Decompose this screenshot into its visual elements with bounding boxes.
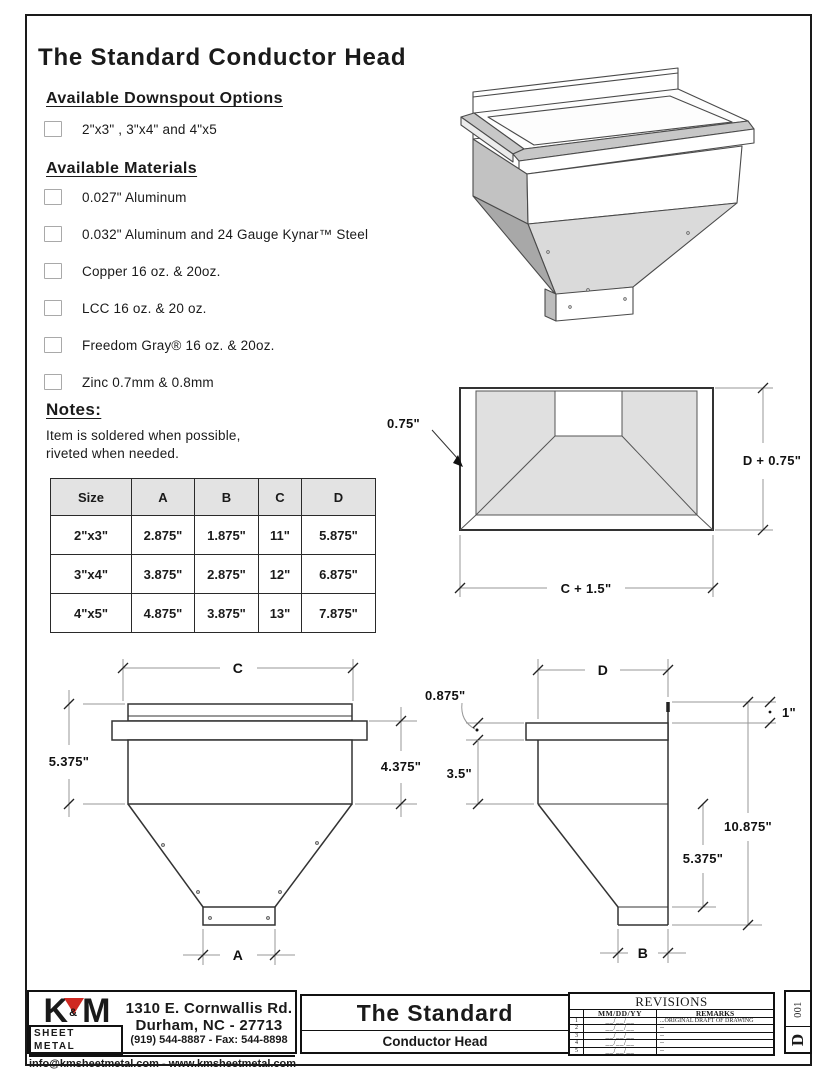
material-row	[44, 188, 187, 206]
rivet	[267, 917, 270, 920]
revision-row	[570, 1018, 773, 1026]
table-row	[51, 555, 376, 594]
drawing-subtitle: Conductor Head	[382, 1034, 488, 1049]
outlet	[203, 907, 275, 925]
revision-num: 1	[570, 1018, 584, 1025]
logo-triangle-icon	[64, 998, 84, 1019]
notes-text-line: Item is soldered when possible,	[46, 428, 241, 443]
revision-date: __/__/__	[584, 1018, 657, 1025]
revision-date: __/__/__	[584, 1033, 657, 1040]
dim-label-depth: D	[597, 662, 609, 678]
revision-row	[570, 1040, 773, 1048]
phone-fax: (919) 544-8887 - Fax: 544-8898	[130, 1034, 288, 1047]
material-row	[44, 336, 275, 354]
revision-row	[570, 1033, 773, 1041]
cell-size: 2"x3"	[51, 516, 132, 555]
revision-date: __/__/__	[584, 1025, 657, 1032]
dim-label-width: C + 1.5"	[560, 581, 612, 596]
body	[128, 740, 352, 804]
revisions-heading: REVISIONS	[570, 994, 773, 1010]
cell-b: 3.875"	[195, 594, 259, 633]
logo-letter-m: M	[82, 992, 109, 1030]
side-view-drawing	[420, 645, 812, 975]
address-line-2: Durham, NC - 27713	[135, 1017, 283, 1035]
material-row	[44, 225, 368, 243]
logo-letter-k: K	[43, 992, 67, 1030]
cell-c: 13"	[259, 594, 302, 633]
dim-label-lower-height: 5.375"	[682, 851, 724, 866]
sheet-id-block	[784, 990, 812, 1054]
material-label: Copper 16 oz. & 20oz.	[82, 263, 221, 279]
rivet	[587, 289, 590, 292]
revision-remark: --	[660, 1040, 664, 1047]
rivet	[162, 844, 165, 847]
company-logo	[29, 992, 123, 1055]
material-row	[44, 262, 221, 280]
cell-size: 4"x5"	[51, 594, 132, 633]
company-info-block	[27, 990, 297, 1070]
column-header-b: B	[195, 479, 259, 516]
logo-ampersand: &	[69, 1007, 78, 1019]
funnel-slope	[538, 804, 618, 907]
drawing-title: The Standard	[302, 996, 568, 1031]
top-view-drawing	[375, 375, 810, 610]
top-view-outlet	[555, 391, 622, 436]
cell-a: 3.875"	[132, 555, 195, 594]
dim-label-height-left: 5.375"	[48, 754, 90, 769]
revisions-table	[568, 992, 775, 1056]
revision-remark: --	[660, 1032, 664, 1039]
rivet	[197, 891, 200, 894]
revisions-header-row	[570, 1010, 773, 1018]
revision-num: 5	[570, 1048, 584, 1055]
cell-d: 6.875"	[302, 555, 376, 594]
dim-label-width: C	[232, 660, 244, 676]
rivet	[316, 842, 319, 845]
sheet-number	[786, 992, 810, 1027]
revision-date: __/__/__	[584, 1040, 657, 1047]
notes-heading: Notes:	[46, 400, 102, 419]
rivet	[624, 298, 627, 301]
dim-label-back-top: 1"	[782, 705, 796, 720]
logo-tagline: SHEET METAL	[29, 1025, 123, 1055]
material-checkbox[interactable]	[44, 300, 62, 316]
cell-c: 12"	[259, 555, 302, 594]
material-label: Zinc 0.7mm & 0.8mm	[82, 374, 214, 390]
column-header-c: C	[259, 479, 302, 516]
material-checkbox[interactable]	[44, 374, 62, 390]
dim-label-rim-thickness: 0.75"	[387, 416, 420, 431]
revision-num: 2	[570, 1025, 584, 1032]
dim-label-height-right: 4.375"	[380, 759, 422, 774]
sheet-number-text: 001	[792, 1000, 804, 1018]
front-view-drawing	[35, 645, 435, 975]
downspout-option-checkbox[interactable]	[44, 121, 62, 137]
revision-num: 3	[570, 1033, 584, 1040]
dim-label-depth: D + 0.75"	[742, 453, 802, 468]
cell-b: 2.875"	[195, 555, 259, 594]
dim-label-total-height: 10.875"	[723, 819, 773, 834]
revision-remark: --	[660, 1025, 664, 1032]
revision-row	[570, 1025, 773, 1033]
sheet-size-letter	[786, 1027, 810, 1052]
revision-date: __/__/__	[584, 1048, 657, 1055]
dim-label-outlet-width: A	[232, 947, 244, 963]
downspout-option-row	[44, 120, 217, 138]
cell-size: 3"x4"	[51, 555, 132, 594]
rivet	[279, 891, 282, 894]
size-dimensions-table	[50, 478, 376, 633]
rivet	[569, 306, 572, 309]
downspout-option-label: 2"x3" , 3"x4" and 4"x5	[82, 121, 217, 137]
material-checkbox[interactable]	[44, 226, 62, 242]
column-header-a: A	[132, 479, 195, 516]
email-website: info@kmsheetmetal.com - www.kmsheetmetal.com	[29, 1055, 295, 1072]
column-header-d: D	[302, 479, 376, 516]
notes-text-line: riveted when needed.	[46, 446, 180, 461]
outlet-left-face	[545, 289, 556, 321]
cell-c: 11"	[259, 516, 302, 555]
revision-num-header	[570, 1010, 584, 1017]
rim-band	[526, 723, 668, 740]
cell-a: 4.875"	[132, 594, 195, 633]
cell-b: 1.875"	[195, 516, 259, 555]
material-checkbox[interactable]	[44, 263, 62, 279]
table-row	[51, 516, 376, 555]
revision-row	[570, 1048, 773, 1055]
dim-label-rim-height: 0.875"	[425, 688, 466, 703]
column-header-size: Size	[51, 479, 132, 516]
backplate-strip	[128, 704, 352, 721]
page-title: The Standard Conductor Head	[38, 44, 407, 71]
revision-date-header: MM/DD/YY	[584, 1010, 657, 1017]
material-label: 0.032" Aluminum and 24 Gauge Kynar™ Steel	[82, 226, 369, 242]
material-label: 0.027" Aluminum	[82, 189, 187, 205]
revision-remark: ...ORIGINAL DRAFT OF DRAWING	[660, 1017, 754, 1024]
cell-d: 7.875"	[302, 594, 376, 633]
cell-a: 2.875"	[132, 516, 195, 555]
revision-remarks-header: REMARKS	[695, 1008, 735, 1018]
material-checkbox[interactable]	[44, 337, 62, 353]
material-row	[44, 373, 214, 391]
rim-band	[112, 721, 367, 740]
table-row	[51, 594, 376, 633]
rivet	[547, 251, 550, 254]
title-block	[300, 994, 570, 1054]
material-row	[44, 299, 207, 317]
material-label: Freedom Gray® 16 oz. & 20oz.	[82, 337, 275, 353]
isometric-view-drawing	[440, 50, 810, 340]
dim-label-upper-body: 3.5"	[446, 766, 472, 781]
rivet	[687, 232, 690, 235]
material-checkbox[interactable]	[44, 189, 62, 205]
dim-label-outlet-depth: B	[637, 945, 649, 961]
rivet	[209, 917, 212, 920]
downspout-options-heading: Available Downspout Options	[46, 90, 283, 107]
table-header-row	[51, 479, 376, 516]
address-line-1: 1310 E. Cornwallis Rd.	[125, 999, 293, 1017]
materials-heading: Available Materials	[46, 160, 198, 177]
sheet-letter-text: D	[788, 1033, 807, 1046]
revision-num: 4	[570, 1040, 584, 1047]
revision-remark: --	[660, 1047, 664, 1054]
material-label: LCC 16 oz. & 20 oz.	[82, 300, 207, 316]
cell-d: 5.875"	[302, 516, 376, 555]
